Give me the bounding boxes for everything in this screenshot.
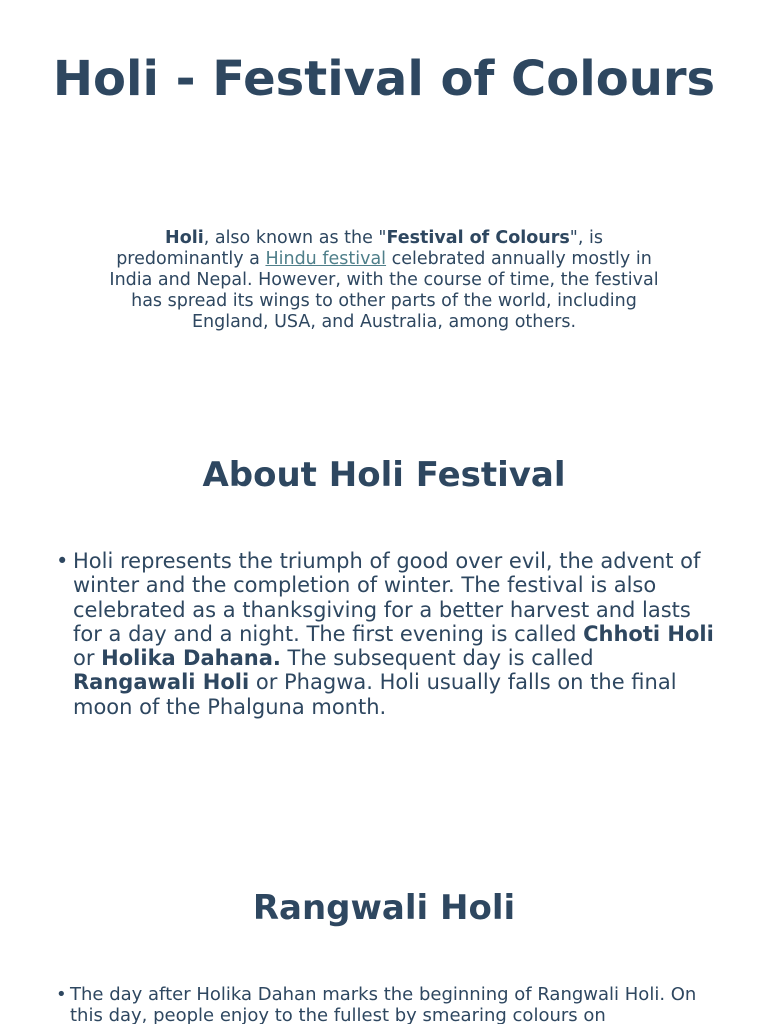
bullet-icon: •	[56, 984, 67, 1005]
about-list	[56, 549, 716, 719]
intro-paragraph	[104, 228, 664, 333]
about-heading: About Holi Festival	[202, 455, 566, 495]
about-text-2: or	[73, 646, 102, 671]
intro-text-2: ", is predominantly a	[116, 228, 603, 269]
about-bold-holika-dahana: Holika Dahana.	[101, 646, 281, 671]
bullet-icon: •	[56, 549, 69, 573]
intro-bold-holi: Holi	[165, 228, 204, 248]
about-bold-rangawali-holi: Rangawali Holi	[73, 670, 250, 695]
intro-text-3: celebrated annually mostly in India and Nepal. However, with the course of time, the festival has spread its wings to other parts of the world, including England, USA, and Australia, among others.	[109, 249, 659, 332]
list-item	[56, 984, 716, 1024]
about-text-3: The subsequent day is called	[280, 646, 594, 671]
about-text-1: Holi represents the triumph of good over evil, the advent of winter and the completion of winter. The festival is also celebrated as a thanksgiving for a better harvest and lasts for a day and a night. The first evening is called	[73, 549, 701, 646]
rangwali-text: The day after Holika Dahan marks the beginning of Rangwali Holi. On this day, people enjoy to the fullest by smearing colours on	[70, 984, 697, 1024]
intro-bold-festival-of-colours: Festival of Colours	[386, 228, 570, 248]
about-bold-chhoti-holi: Chhoti Holi	[583, 621, 714, 646]
list-item	[56, 549, 716, 719]
hindu-festival-link[interactable]: Hindu festival	[265, 249, 387, 269]
rangwali-list	[56, 984, 716, 1024]
page-title: Holi - Festival of Colours	[52, 51, 716, 107]
intro-text-1: , also known as the "	[203, 228, 387, 248]
rangwali-heading: Rangwali Holi	[252, 888, 516, 928]
about-text-4: or Phagwa. Holi usually falls on the final moon of the Phalguna month.	[73, 670, 677, 719]
